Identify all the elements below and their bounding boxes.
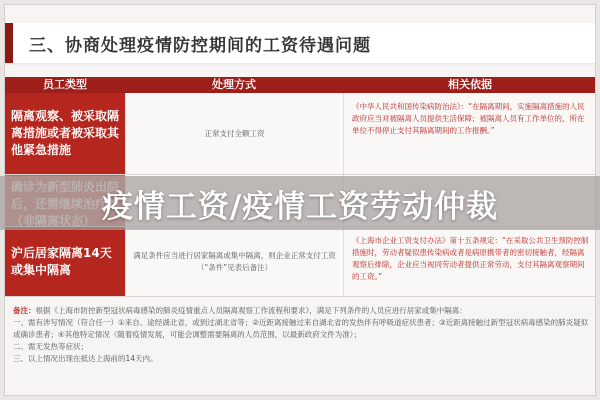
notes-line (13, 305, 589, 317)
title-overlay-band (0, 176, 600, 230)
notes-line: 一、需有涉写情况（符合任一）①来自、途经湖北省，或到过湖北省等；②近距离接触过来自湖北省的发热伴有呼吸道症状患者；③近距离接触过新型冠状病毒感染的肺炎疑似或确诊患者；④其他特定情况（随着疫情发展，可能会调整需要隔离的人员范围，以最新政府文件为准）； (13, 318, 589, 339)
row-basis: 《中华人民共和国传染病防治法》：“在隔离期间，实施隔离措施的人民政府应当对被隔离人员提供生活保障；被隔离人员有工作单位的，所在单位不得停止支付其隔离期间的工作报酬。” (343, 93, 596, 174)
slide-title-bar (5, 23, 595, 63)
table-row (5, 227, 596, 297)
header-handling-method: 处理方式 (212, 78, 256, 91)
notes-line: 三、以上情况出现在抵达上海前的14天内。 (13, 354, 158, 363)
notes-text: 根据《上海市防控新型冠状病毒感染的肺炎疫情重点人员隔离观察工作流程和要求》，满足下列条件的人员应进行居家或集中隔离： (35, 306, 467, 315)
header-employee-type: 员工类型 (43, 78, 87, 91)
slide-title: 三、协商处理疫情防控期间的工资待遇问题 (29, 35, 371, 56)
row-basis: 《上海市企业工资支付办法》第十五条规定：“在采取公共卫生预防控制措施时，劳动者疑似患传染病或者是病原携带者的密切接触者，经隔离观察后排除，企业应当视同劳动者提供正常劳动，支付其隔离观察期间的工资。” (343, 227, 596, 296)
row-handling-method: 正常支付全额工资 (125, 93, 343, 174)
header-basis: 相关依据 (448, 78, 492, 91)
table-row (5, 93, 596, 175)
overlay-title: 疫情工资/疫情工资劳动仲裁 (101, 188, 499, 225)
row-employee-type: 隔离观察、被采取隔离措施或者被采取其他紧急措施 (5, 93, 125, 174)
row-handling-method: 满足条件应当进行居家隔离或集中隔离，则企业正常支付工资（“条件”见表后备注） (125, 227, 343, 296)
table-header (5, 77, 596, 93)
notes-section (5, 301, 596, 396)
notes-lead: 备注： (13, 306, 36, 315)
row-employee-type: 沪后居家隔离14天或集中隔离 (5, 227, 125, 296)
notes-line: 二、需无发热等症状； (13, 342, 88, 351)
